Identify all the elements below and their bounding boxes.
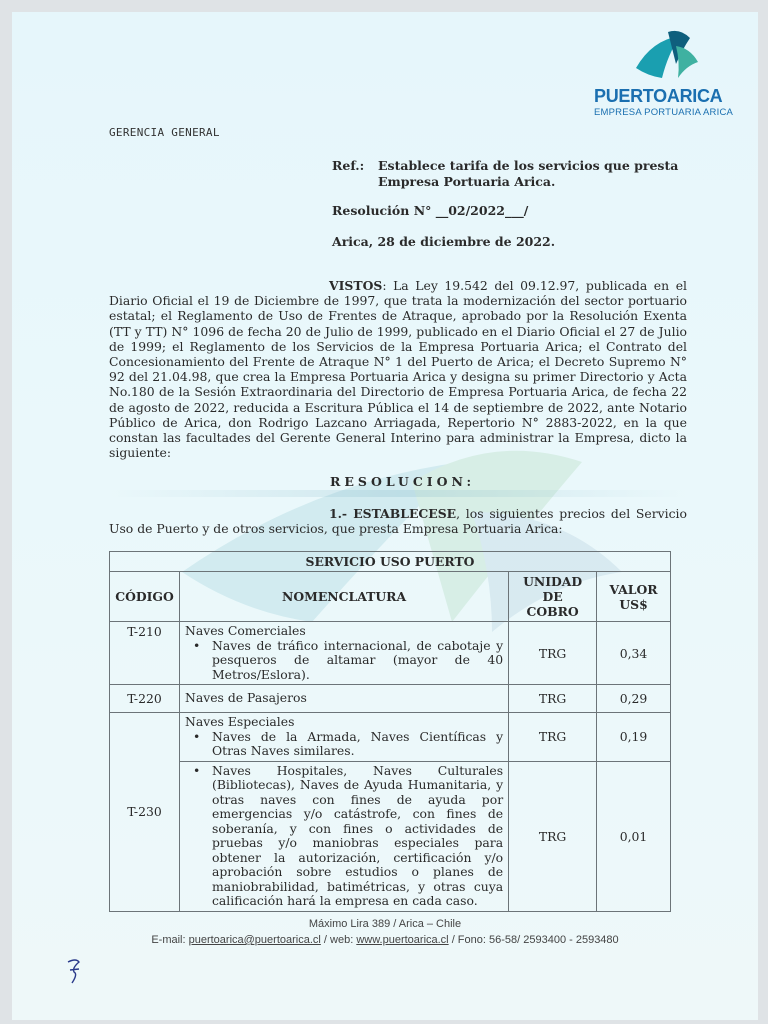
footer-email-link[interactable]: puertoarica@puertoarica.cl: [188, 934, 321, 946]
header-code: CÓDIGO: [110, 572, 180, 622]
footer-email-label: E-mail:: [151, 934, 189, 946]
vistos-text: : La Ley 19.542 del 09.12.97, publicada en el Diario Oficial el 19 de Diciembre de 1997, que trata la modernización del sector portuario estatal; el Reglamento de Uso de Frentes de Atraque, aprobado por la Resolución Exenta (TT y TT) N° 1096 de fecha 20 de Julio de 1999, publicado en el Diario Oficial el 27 de Julio de 1999; el Reglamento de los Servicios de la Empresa Portuaria Arica; el Contrato del Concesionamiento del Frente de Atraque N° 1 del Puerto de Arica; el Decreto Supremo N° 92 del 21.04.98, que crea la Empresa Portuaria Arica y designa su primer Directorio y Acta No.180 de la Sesión Extraordinaria del Directorio de Empresa Portuaria Arica, de fecha 22 de agosto de 2022, reducida a Escritura Pública el 14 de septiembre de 2022, ante Notario Público de Arica, don Rodrigo Lazcano Arriagada, Repertorio N° 2883-2022, en la que constan las facultades del Gerente General Interino para administrar la Empresa, dicto la siguiente:: [109, 278, 687, 461]
resolucion-heading: RESOLUCION:: [330, 474, 476, 489]
footer-web-label: / web:: [320, 934, 357, 946]
header-value-line2: US$: [619, 596, 648, 612]
row-unit: TRG: [509, 685, 597, 713]
row-description: [179, 761, 508, 911]
date-line: Arica, 28 de diciembre de 2022.: [332, 234, 556, 249]
row-unit: TRG: [509, 622, 597, 685]
header-value-line1: VALOR: [609, 581, 658, 597]
footer-phone: / Fono: 56-58/ 2593400 - 2593480: [448, 934, 619, 946]
row-description: [179, 713, 508, 762]
header-unit-line2: COBRO: [526, 604, 579, 619]
row-bullet: • Naves Hospitales, Naves Culturales (Bibliotecas), Naves de Ayuda Humanitaria, y otras naves con fines de ayuda por emergencias y/o catástrofe, con fines de soberanía, y con fines o actividades de pruebas y/o maniobras especiales para obtener la autorización, certificación y/o aprobación sobre estudios o planes de maniobrabilidad, batimétricas, y otras cuya calificación hará la empresa en cada caso.: [189, 764, 503, 909]
establecese-paragraph: [109, 506, 687, 536]
heading-underline: [109, 490, 687, 497]
reference-block: [332, 158, 678, 190]
table-row: [110, 761, 671, 911]
row-heading: Naves Comerciales: [184, 623, 306, 638]
row-code: T-230: [110, 713, 180, 912]
reference-line-1: Establece tarifa de los servicios que presta: [378, 158, 679, 173]
establecese-label: 1.- ESTABLECESE: [329, 506, 457, 521]
row-value: 0,01: [597, 761, 671, 911]
resolution-number: Resolución N° __02/2022___/: [332, 203, 529, 218]
footer-web-link[interactable]: www.puertoarica.cl: [356, 934, 449, 946]
table-row: [110, 622, 671, 685]
row-bullet: • Naves de la Armada, Naves Científicas y Otras Naves similares.: [189, 730, 503, 759]
header-unit: [509, 572, 597, 622]
document-page: [12, 12, 758, 1020]
reference-line-2: Empresa Portuaria Arica.: [378, 174, 556, 189]
department-label: GERENCIA GENERAL: [109, 126, 220, 139]
table-row: [110, 685, 671, 713]
vistos-label: VISTOS: [329, 278, 383, 293]
row-unit: TRG: [509, 761, 597, 911]
header-unit-line1: UNIDAD DE: [523, 574, 583, 604]
company-logo: [594, 28, 744, 118]
row-unit: TRG: [509, 713, 597, 762]
header-nomenclature: NOMENCLATURA: [179, 572, 508, 622]
row-value: 0,34: [597, 622, 671, 685]
table-title: SERVICIO USO PUERTO: [110, 552, 671, 572]
logo-name: PUERTOARICA: [594, 86, 723, 106]
row-heading: Naves Especiales: [184, 714, 295, 729]
row-bullet: • Naves de tráfico internacional, de cabotaje y pesqueros de altamar (mayor de 40 Metros/Eslora).: [189, 639, 503, 683]
row-value: 0,29: [597, 685, 671, 713]
table-header-row: [110, 572, 671, 622]
footer-contact: [12, 934, 758, 946]
vistos-paragraph: [109, 278, 687, 460]
initials-signature-icon: [64, 956, 84, 986]
tariff-table: [109, 551, 671, 912]
logo-emblem-icon: [632, 28, 702, 86]
row-code: T-210: [110, 622, 180, 685]
footer-address: Máximo Lira 389 / Arica – Chile: [308, 918, 462, 930]
establecese-text: , los siguientes precios del Servicio Uso de Puerto y de otros servicios, que presta Empresa Portuaria Arica:: [109, 506, 687, 537]
reference-label: Ref.:: [332, 158, 365, 173]
logo-subtitle: EMPRESA PORTUARIA ARICA: [594, 107, 734, 118]
row-description: [179, 622, 508, 685]
row-value: 0,19: [597, 713, 671, 762]
table-row: [110, 713, 671, 762]
header-value: [597, 572, 671, 622]
table-title-row: [110, 552, 671, 572]
row-code: T-220: [110, 685, 180, 713]
row-heading: Naves de Pasajeros: [179, 685, 508, 713]
